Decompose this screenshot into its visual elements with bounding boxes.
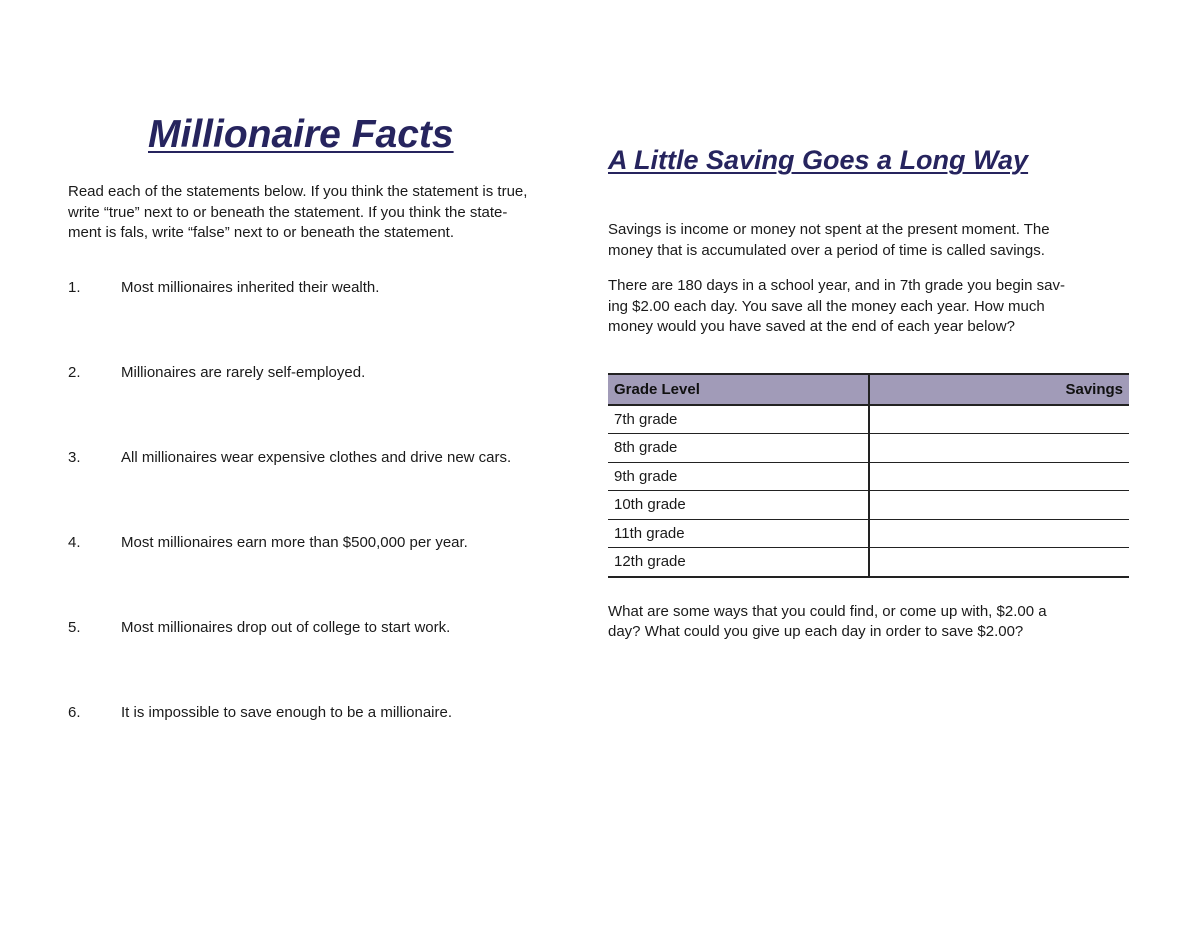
- problem-line: money would you have saved at the end of each year below?: [608, 318, 1015, 335]
- table-row: [608, 434, 1129, 463]
- statement-item[interactable]: [68, 448, 588, 533]
- problem-line: There are 180 days in a school year, and in 7th grade you begin sav-: [608, 277, 1065, 294]
- instructions-line: ment is fals, write “false” next to or beneath the statement.: [68, 224, 455, 241]
- statement-item[interactable]: [68, 618, 588, 703]
- savings-problem: [608, 276, 1133, 338]
- statement-item[interactable]: [68, 703, 588, 788]
- question-line: day? What could you give up each day in order to save $2.00?: [608, 623, 1024, 640]
- grade-cell: 11th grade: [608, 519, 869, 548]
- savings-cell[interactable]: [869, 434, 1129, 463]
- statement-text: It is impossible to save enough to be a millionaire.: [121, 703, 453, 721]
- grade-cell: 12th grade: [608, 548, 869, 577]
- savings-cell[interactable]: [869, 519, 1129, 548]
- savings-question: [608, 602, 1133, 643]
- millionaire-facts-title: Millionaire Facts: [148, 113, 454, 156]
- statement-item[interactable]: [68, 533, 588, 618]
- savings-definition: [608, 220, 1133, 261]
- savings-cell[interactable]: [869, 462, 1129, 491]
- statement-number: 2.: [68, 363, 81, 381]
- definition-line: Savings is income or money not spent at the present moment. The: [608, 221, 1050, 238]
- savings-cell[interactable]: [869, 548, 1129, 577]
- table-row: [608, 519, 1129, 548]
- instructions-line: write “true” next to or beneath the statement. If you think the state-: [68, 203, 508, 221]
- grade-cell: 10th grade: [608, 491, 869, 520]
- table-header-row: [608, 374, 1129, 405]
- grade-level-header: Grade Level: [608, 374, 869, 405]
- grade-cell: 7th grade: [608, 405, 869, 434]
- statement-text: Most millionaires inherited their wealth.: [121, 278, 380, 296]
- definition-line: money that is accumulated over a period of time is called savings.: [608, 241, 1045, 259]
- table-row: [608, 405, 1129, 434]
- grade-cell: 8th grade: [608, 434, 869, 463]
- statement-number: 1.: [68, 278, 81, 296]
- statement-number: 5.: [68, 618, 81, 636]
- statement-text: Most millionaires drop out of college to start work.: [121, 618, 451, 636]
- statement-text: All millionaires wear expensive clothes and drive new cars.: [121, 448, 512, 466]
- table-row: [608, 548, 1129, 577]
- question-line: What are some ways that you could find, or come up with, $2.00 a: [608, 602, 1047, 620]
- table-row: [608, 462, 1129, 491]
- statement-number: 3.: [68, 448, 81, 466]
- statement-list: [68, 278, 588, 788]
- statement-number: 6.: [68, 703, 81, 721]
- statement-item[interactable]: [68, 363, 588, 448]
- saving-section: [608, 140, 1133, 643]
- saving-title: A Little Saving Goes a Long Way: [608, 145, 1029, 175]
- savings-cell[interactable]: [869, 405, 1129, 434]
- millionaire-facts-section: [68, 110, 588, 788]
- savings-cell[interactable]: [869, 491, 1129, 520]
- instructions-line: Read each of the statements below. If you think the statement is true,: [68, 183, 528, 200]
- problem-line: ing $2.00 each day. You save all the money each year. How much: [608, 297, 1045, 315]
- statement-number: 4.: [68, 533, 81, 551]
- savings-header: Savings: [869, 374, 1129, 405]
- table-row: [608, 491, 1129, 520]
- statement-text: Millionaires are rarely self-employed.: [121, 363, 366, 381]
- statement-item[interactable]: [68, 278, 588, 363]
- savings-table: [608, 373, 1129, 578]
- statement-text: Most millionaires earn more than $500,000 per year.: [121, 533, 468, 551]
- grade-cell: 9th grade: [608, 462, 869, 491]
- instructions: [68, 182, 588, 244]
